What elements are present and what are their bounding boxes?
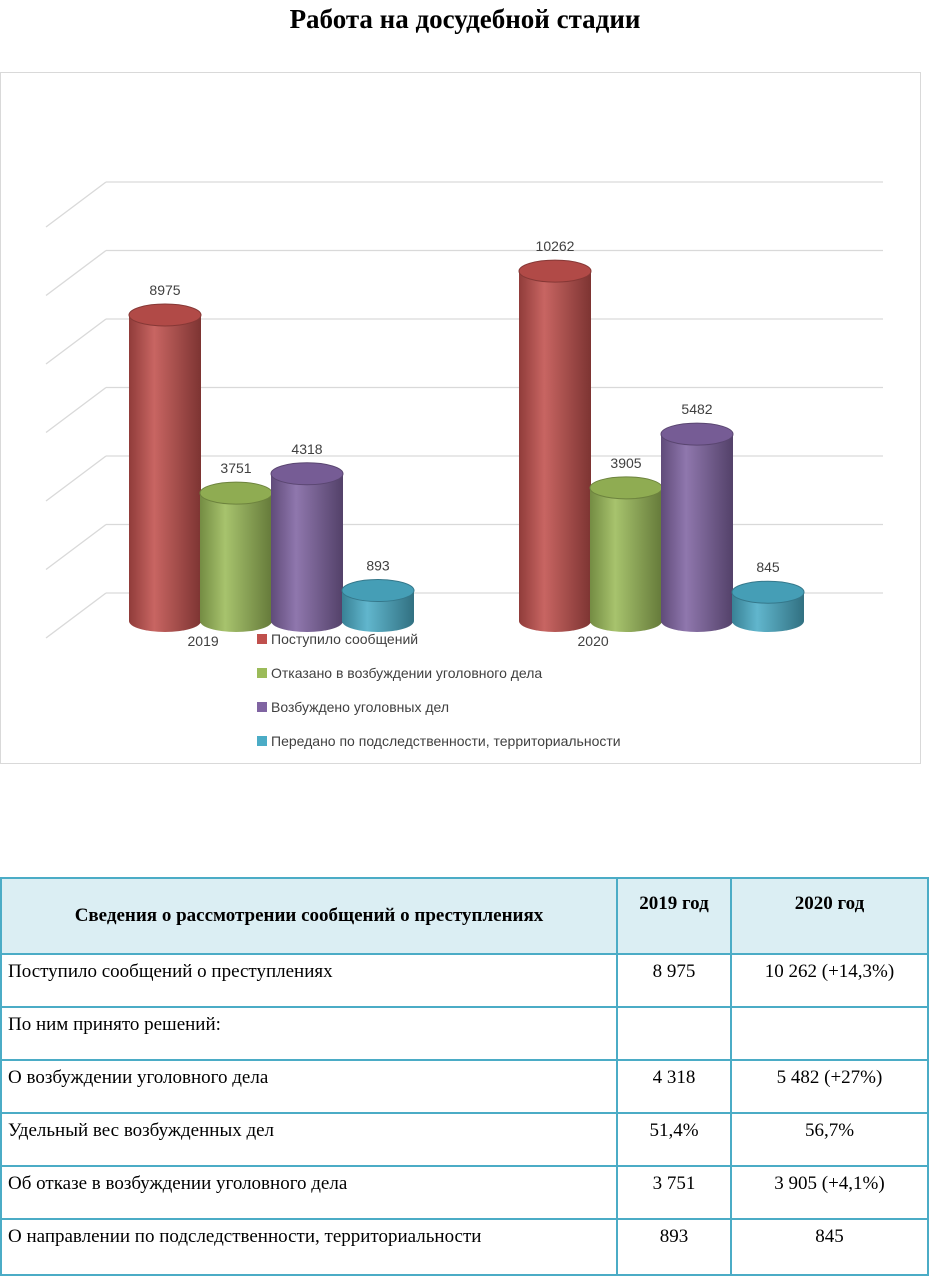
table-row xyxy=(1,1007,928,1060)
row-2019-value: 3 751 xyxy=(617,1166,731,1219)
legend-swatch xyxy=(257,736,267,746)
table-header-2020: 2020 год xyxy=(731,878,928,954)
data-label: 3905 xyxy=(610,454,642,471)
data-label: 893 xyxy=(366,557,390,574)
bar xyxy=(519,260,591,632)
legend-swatch xyxy=(257,702,267,712)
data-label: 5482 xyxy=(681,401,713,418)
data-label: 3751 xyxy=(220,460,252,477)
bar-top xyxy=(732,581,804,603)
bar-top xyxy=(200,482,272,504)
bar xyxy=(200,482,272,632)
row-2020-value: 56,7% xyxy=(731,1113,928,1166)
row-2020-value: 5 482 (+27%) xyxy=(731,1060,928,1113)
row-2020-value: 10 262 (+14,3%) xyxy=(731,954,928,1007)
legend-item xyxy=(257,631,418,647)
row-label: Об отказе в возбуждении уголовного дела xyxy=(1,1166,617,1219)
bar-top xyxy=(271,463,343,485)
data-label: 4318 xyxy=(291,440,323,457)
legend-label: Возбуждено уголовных дел xyxy=(271,699,449,715)
row-label: О возбуждении уголовного дела xyxy=(1,1060,617,1113)
page-title: Работа на досудебной стадии xyxy=(289,4,641,34)
legend-label: Отказано в возбуждении уголовного дела xyxy=(271,665,543,681)
table-row xyxy=(1,954,928,1007)
row-2019-value: 8 975 xyxy=(617,954,731,1007)
data-label: 845 xyxy=(756,559,780,576)
bar-body xyxy=(200,493,272,632)
legend-item xyxy=(257,665,542,681)
chart-panel xyxy=(0,72,921,764)
bar-top xyxy=(661,423,733,445)
bar-body xyxy=(661,434,733,632)
gridline-depth xyxy=(46,593,106,638)
legend-item xyxy=(257,733,621,749)
row-label: О направлении по подследственности, территориальности xyxy=(1,1219,617,1275)
bar xyxy=(129,304,201,632)
bar xyxy=(271,463,343,632)
table-row xyxy=(1,1219,928,1275)
legend-label: Передано по подследственности, территориальности xyxy=(271,733,621,749)
data-label: 10262 xyxy=(535,238,575,255)
bar-body xyxy=(590,488,662,632)
table-header-row xyxy=(1,878,928,954)
row-label: Поступило сообщений о преступлениях xyxy=(1,954,617,1007)
category-label: 2020 xyxy=(577,633,609,649)
legend-item xyxy=(257,699,449,715)
bar xyxy=(732,581,804,632)
row-2020-value xyxy=(731,1007,928,1060)
table-row xyxy=(1,1113,928,1166)
bar-body xyxy=(271,474,343,632)
bar-top xyxy=(129,304,201,326)
bar-top xyxy=(590,477,662,499)
bar-top xyxy=(342,580,414,602)
bar xyxy=(590,477,662,632)
row-2020-value: 3 905 (+4,1%) xyxy=(731,1166,928,1219)
legend-label: Поступило сообщений xyxy=(271,631,419,647)
bar xyxy=(661,423,733,632)
gridline-depth xyxy=(46,525,106,570)
row-2020-value: 845 xyxy=(731,1219,928,1275)
legend-swatch xyxy=(257,634,267,644)
row-label: Удельный вес возбужденных дел xyxy=(1,1113,617,1166)
bar-chart xyxy=(1,73,920,763)
table-row xyxy=(1,1166,928,1219)
row-2019-value: 51,4% xyxy=(617,1113,731,1166)
decisions-table xyxy=(0,877,929,1276)
row-label: По ним принято решений: xyxy=(1,1007,617,1060)
gridline-depth xyxy=(46,319,106,364)
table-header-2019: 2019 год xyxy=(617,878,731,954)
row-2019-value: 4 318 xyxy=(617,1060,731,1113)
gridline-depth xyxy=(46,456,106,501)
table-row xyxy=(1,1060,928,1113)
bar-body xyxy=(519,271,591,632)
data-label: 8975 xyxy=(149,282,181,298)
row-2019-value: 893 xyxy=(617,1219,731,1275)
gridline-depth xyxy=(46,182,106,227)
category-label: 2019 xyxy=(187,633,219,649)
table-header-label: Сведения о рассмотрении сообщений о преступлениях xyxy=(1,878,617,954)
row-2019-value xyxy=(617,1007,731,1060)
gridline-depth xyxy=(46,251,106,296)
bar-top xyxy=(519,260,591,282)
bar xyxy=(342,580,414,632)
bar-body xyxy=(129,315,201,632)
legend-swatch xyxy=(257,668,267,678)
gridline-depth xyxy=(46,388,106,433)
